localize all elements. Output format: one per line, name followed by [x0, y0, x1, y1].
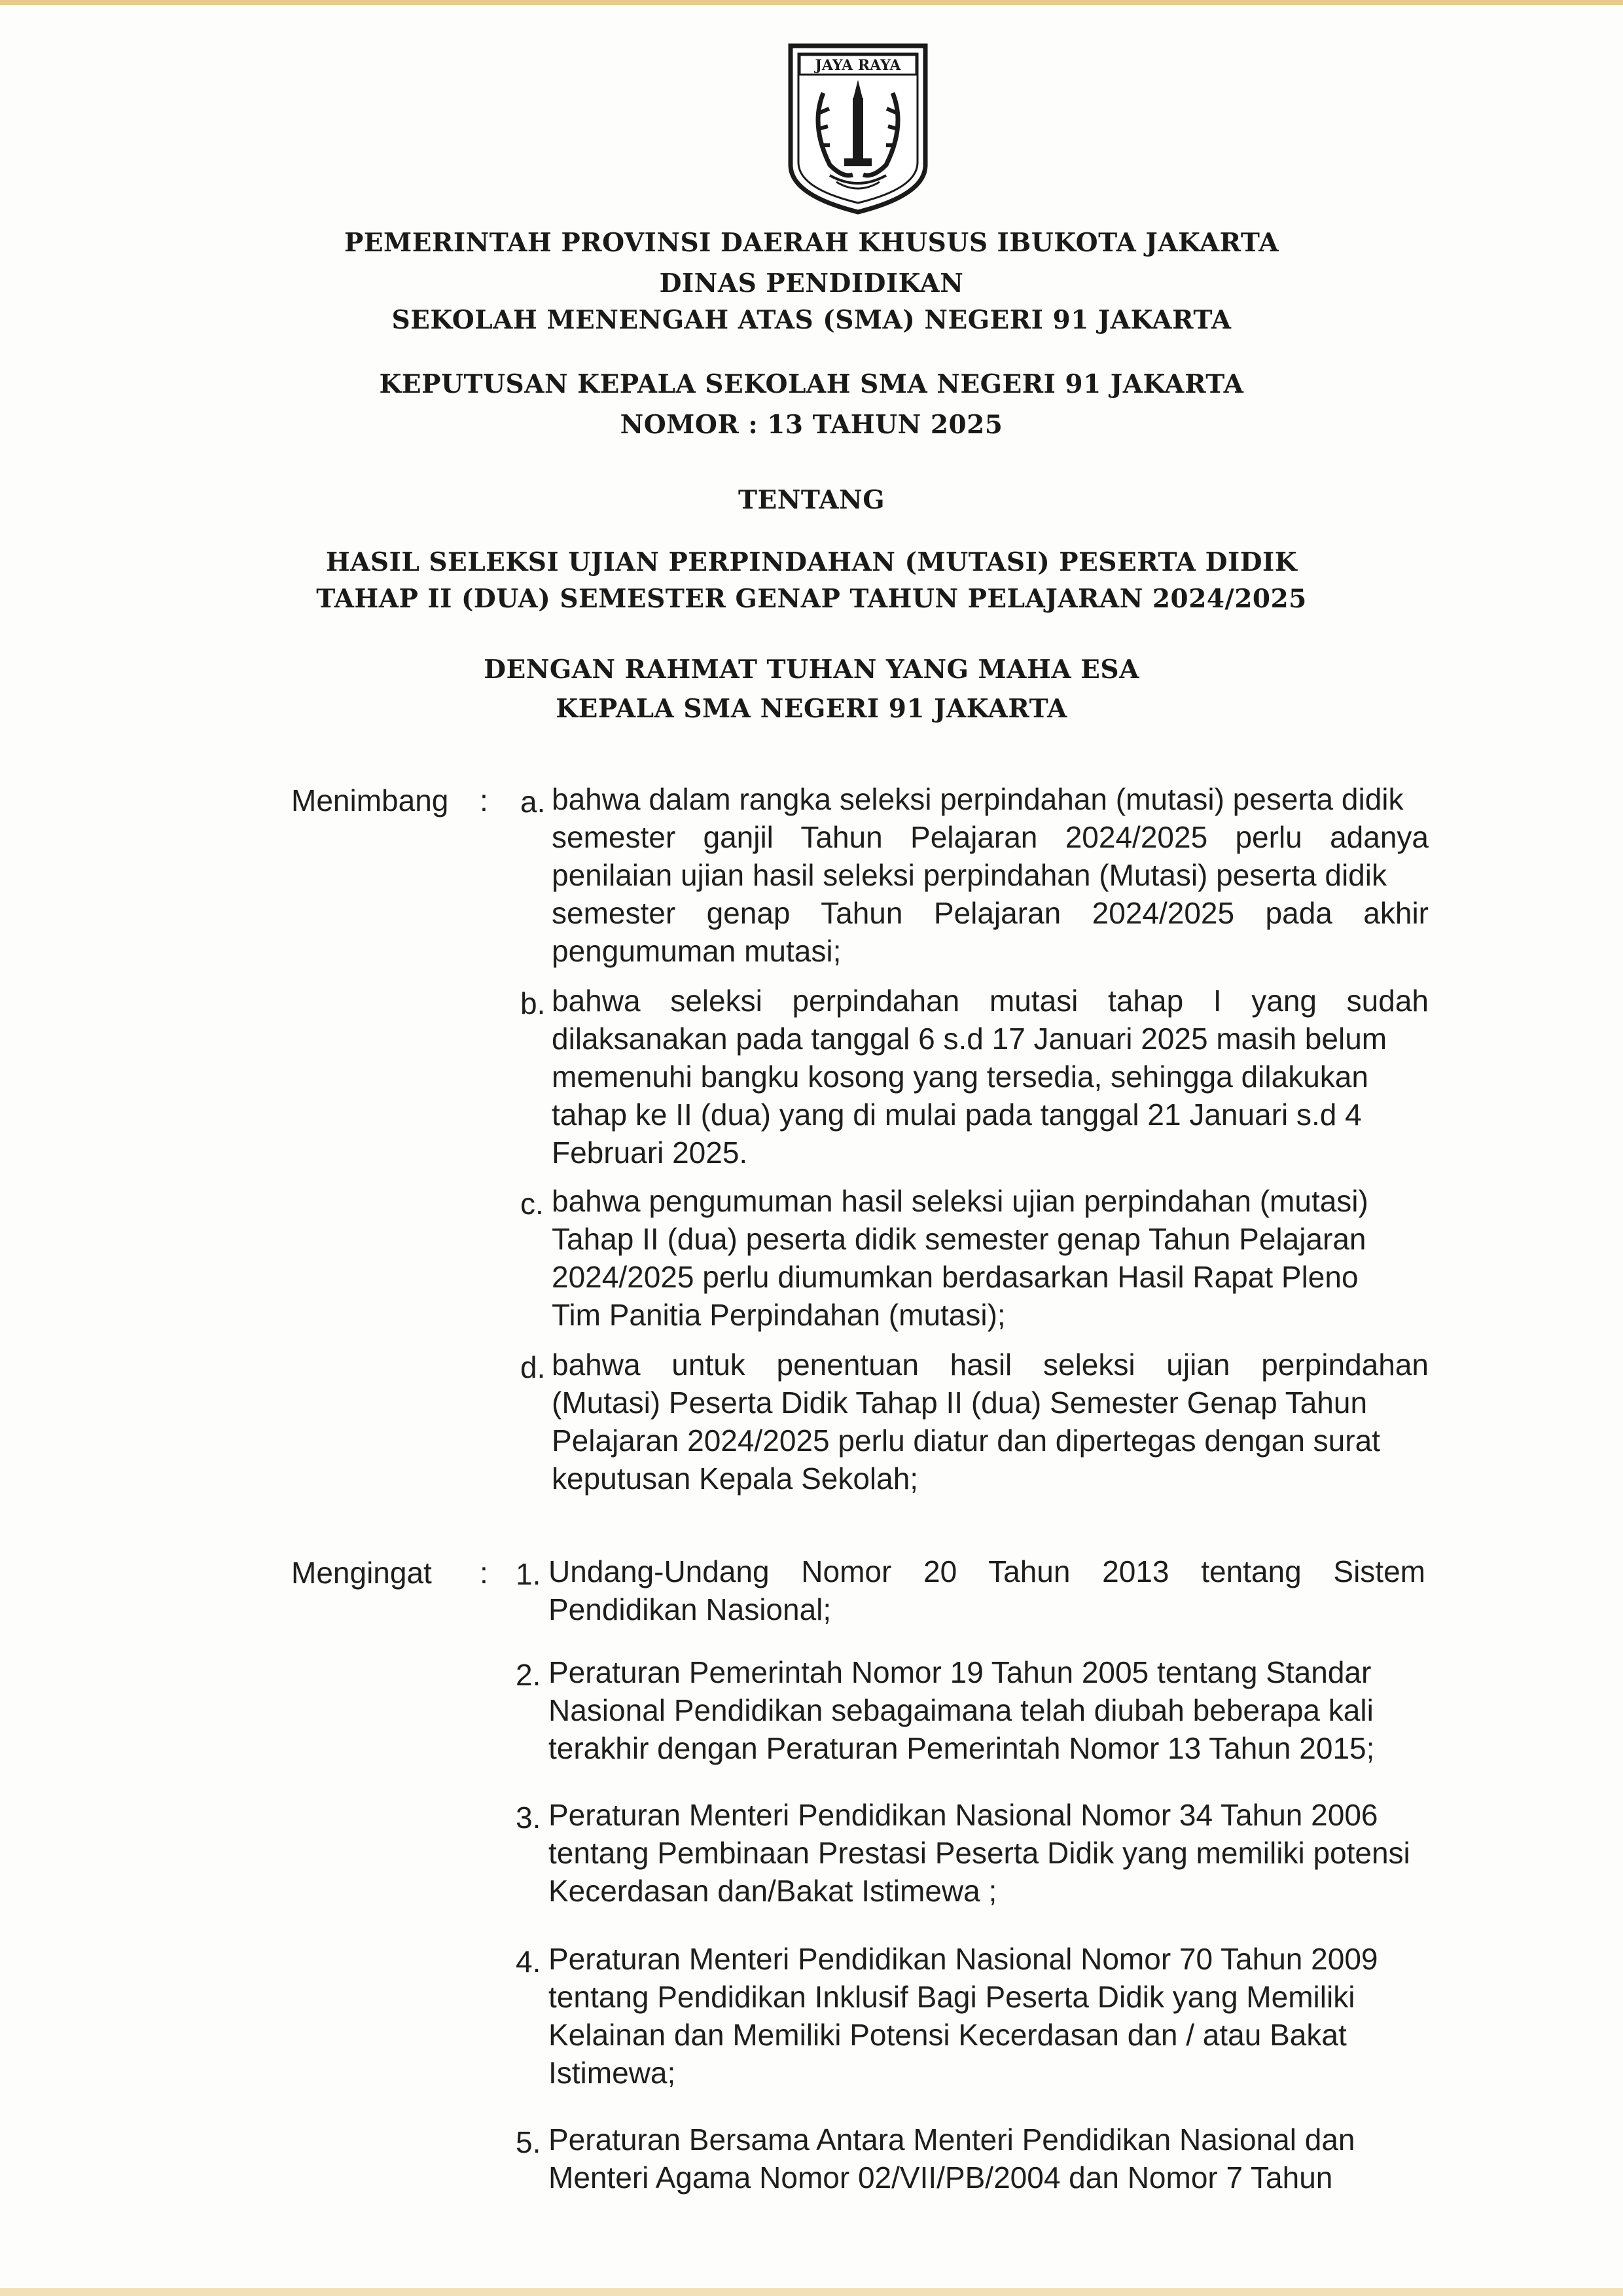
item-line: tentang Pendidikan Inklusif Bagi Peserta Didik yang Memiliki	[548, 1980, 1355, 2014]
item-line: bahwa seleksi perpindahan mutasi tahap I yang sudah	[552, 984, 1429, 1018]
item-marker: 2.	[516, 1658, 541, 1692]
item-line: 2024/2025 perlu diumumkan berdasarkan Hasil Rapat Pleno	[552, 1260, 1359, 1294]
item-line: penilaian ujian hasil seleksi perpindahan (Mutasi) peserta didik	[552, 858, 1387, 892]
item-line: Pendidikan Nasional;	[548, 1592, 832, 1626]
item-line: Kecerdasan dan/Bakat Istimewa ;	[548, 1874, 997, 1908]
subject-line-2: TAHAP II (DUA) SEMESTER GENAP TAHUN PELAJARAN 2024/2025	[316, 584, 1307, 614]
item-line: Februari 2025.	[552, 1136, 748, 1170]
header-school: SEKOLAH MENENGAH ATAS (SMA) NEGERI 91 JAKARTA	[391, 305, 1232, 335]
item-marker: 1.	[516, 1557, 541, 1591]
item-line: semester genap Tahun Pelajaran 2024/2025 pada akhir	[552, 896, 1429, 930]
blessing-line-1: DENGAN RAHMAT TUHAN YANG MAHA ESA	[484, 655, 1139, 685]
item-line: Peraturan Pemerintah Nomor 19 Tahun 2005 tentang Standar	[548, 1655, 1372, 1689]
item-line: bahwa dalam rangka seleksi perpindahan (mutasi) peserta didik	[552, 782, 1404, 816]
item-marker: 3.	[516, 1801, 541, 1835]
item-line: bahwa untuk penentuan hasil seleksi ujian perpindahan	[552, 1348, 1429, 1382]
item-marker: c.	[520, 1187, 544, 1221]
item-marker: a.	[520, 785, 546, 819]
item-line: Pelajaran 2024/2025 perlu diatur dan dipertegas dengan surat	[552, 1424, 1380, 1458]
item-line: Menteri Agama Nomor 02/VII/PB/2004 dan Nomor 7 Tahun	[548, 2161, 1333, 2195]
item-line: Peraturan Menteri Pendidikan Nasional Nomor 34 Tahun 2006	[548, 1798, 1378, 1832]
item-line: keputusan Kepala Sekolah;	[552, 1462, 919, 1496]
page-bottom-edge	[0, 2288, 1623, 2296]
item-line: Istimewa;	[548, 2056, 676, 2090]
header-department: DINAS PENDIDIKAN	[659, 268, 964, 298]
item-line: terakhir dengan Peraturan Pemerintah Nomor 13 Tahun 2015;	[548, 1731, 1375, 1765]
emblem-motto: JAYA RAYA	[815, 57, 901, 74]
about-heading: TENTANG	[738, 485, 885, 515]
item-marker: 5.	[516, 2125, 541, 2159]
mengingat-label: Mengingat	[291, 1556, 432, 1590]
item-line: Peraturan Menteri Pendidikan Nasional Nomor 70 Tahun 2009	[548, 1942, 1378, 1976]
item-line: Peraturan Bersama Antara Menteri Pendidikan Nasional dan	[548, 2123, 1355, 2157]
item-line: Nasional Pendidikan sebagaimana telah diubah beberapa kali	[548, 1693, 1374, 1727]
item-marker: 4.	[516, 1945, 541, 1979]
subject-line-1: HASIL SELEKSI UJIAN PERPINDAHAN (MUTASI) PESERTA DIDIK	[325, 547, 1298, 577]
decision-number: NOMOR : 13 TAHUN 2025	[620, 410, 1003, 440]
menimbang-label: Menimbang	[291, 783, 449, 817]
item-line: bahwa pengumuman hasil seleksi ujian perpindahan (mutasi)	[552, 1184, 1368, 1218]
item-line: dilaksanakan pada tanggal 6 s.d 17 Januari 2025 masih belum	[552, 1022, 1387, 1056]
item-line: memenuhi bangku kosong yang tersedia, sehingga dilakukan	[552, 1060, 1368, 1094]
item-line: Undang-Undang Nomor 20 Tahun 2013 tentang Sistem	[548, 1554, 1425, 1588]
item-line: semester ganjil Tahun Pelajaran 2024/2025 perlu adanya	[552, 820, 1429, 854]
mengingat-colon: :	[480, 1556, 488, 1590]
item-line: Kelainan dan Memiliki Potensi Kecerdasan dan / atau Bakat	[548, 2018, 1347, 2052]
item-line: Tim Panitia Perpindahan (mutasi);	[552, 1298, 1006, 1332]
page-top-edge	[0, 0, 1623, 5]
item-line: tentang Pembinaan Prestasi Peserta Didik yang memiliki potensi	[548, 1836, 1410, 1870]
item-marker: d.	[520, 1350, 546, 1384]
item-line: (Mutasi) Peserta Didik Tahap II (dua) Semester Genap Tahun	[552, 1386, 1368, 1420]
header-government: PEMERINTAH PROVINSI DAERAH KHUSUS IBUKOTA JAKARTA	[344, 228, 1279, 258]
item-marker: b.	[520, 986, 546, 1020]
decision-title: KEPUTUSAN KEPALA SEKOLAH SMA NEGERI 91 JAKARTA	[379, 369, 1244, 399]
menimbang-colon: :	[480, 783, 488, 817]
item-line: pengumuman mutasi;	[552, 934, 842, 968]
item-line: Tahap II (dua) peserta didik semester genap Tahun Pelajaran	[552, 1222, 1366, 1256]
jakarta-coat-of-arms-icon	[784, 41, 932, 217]
item-line: tahap ke II (dua) yang di mulai pada tanggal 21 Januari s.d 4	[552, 1098, 1362, 1132]
blessing-line-2: KEPALA SMA NEGERI 91 JAKARTA	[556, 694, 1067, 724]
